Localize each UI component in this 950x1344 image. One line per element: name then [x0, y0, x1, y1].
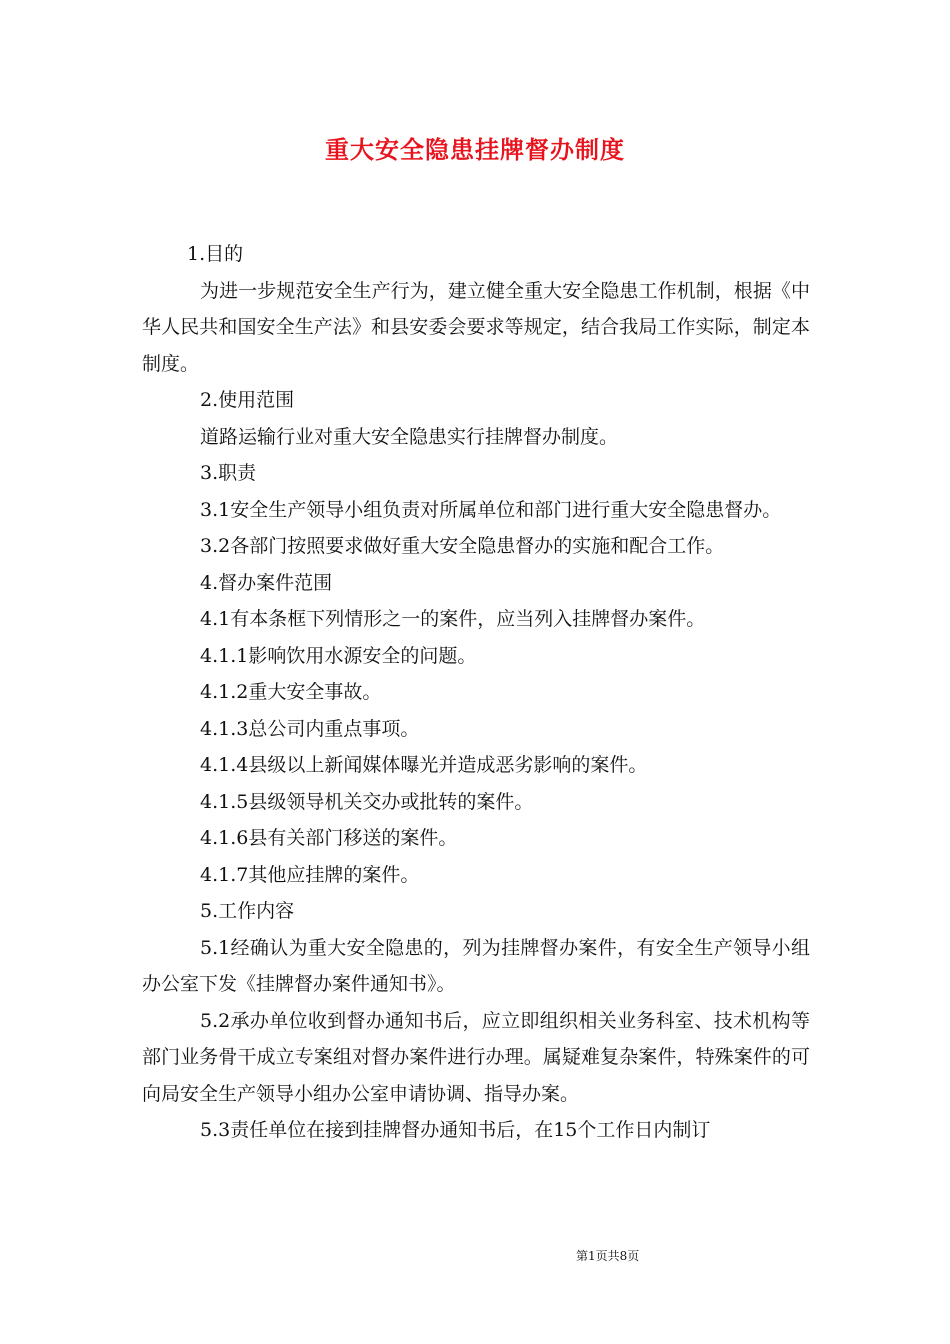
paragraph: 4.1有本条框下列情形之一的案件，应当列入挂牌督办案件。 — [200, 608, 706, 630]
list-item: 4.1.6县有关部门移送的案件。 — [200, 827, 458, 849]
list-item: 4.1.5县级领导机关交办或批转的案件。 — [200, 790, 534, 813]
paragraph-heading-5: 5.工作内容 — [200, 900, 295, 922]
paragraph: 5.3责任单位在接到挂牌督办通知书后，在15个工作日内制订 — [200, 1119, 711, 1141]
document-body — [142, 236, 810, 1149]
paragraph: 道路运输行业对重大安全隐患实行挂牌督办制度。 — [200, 425, 619, 448]
paragraph: 3.1安全生产领导小组负责对所属单位和部门进行重大安全隐患督办。 — [200, 498, 782, 521]
paragraph-heading-3: 3.职责 — [200, 462, 257, 484]
paragraph: 3.2各部门按照要求做好重大安全隐患督办的实施和配合工作。 — [200, 535, 725, 557]
list-item: 4.1.2重大安全事故。 — [200, 681, 382, 703]
list-item: 4.1.4县级以上新闻媒体曝光并造成恶劣影响的案件。 — [200, 754, 648, 776]
paragraph-heading-2: 2.使用范围 — [200, 389, 295, 411]
paragraph-heading-1: 1.目的 — [187, 243, 244, 265]
page-number: 第1页共8页 — [576, 1249, 640, 1263]
paragraph: 5.1经确认为重大安全隐患的，列为挂牌督办案件，有安全生产领导小组办公室下发《挂牌督办案件通知书》。 — [142, 936, 810, 995]
list-item: 4.1.3总公司内重点事项。 — [200, 717, 420, 740]
list-item: 4.1.1影响饮用水源安全的问题。 — [200, 644, 477, 667]
document-title: 重大安全隐患挂牌督办制度 — [325, 135, 625, 164]
paragraph: 5.2承办单位收到督办通知书后，应立即组织相关业务科室、技术机构等部门业务骨干成立专案组对督办案件进行办理。属疑难复杂案件，特殊案件的可向局安全生产领导小组办公室申请协调、指导办案。 — [142, 1009, 810, 1105]
paragraph-heading-4: 4.督办案件范围 — [200, 571, 333, 594]
list-item: 4.1.7其他应挂牌的案件。 — [200, 863, 420, 886]
paragraph: 为进一步规范安全生产行为，建立健全重大安全隐患工作机制，根据《中华人民共和国安全生产法》和县安委会要求等规定，结合我局工作实际，制定本制度。 — [142, 279, 810, 375]
